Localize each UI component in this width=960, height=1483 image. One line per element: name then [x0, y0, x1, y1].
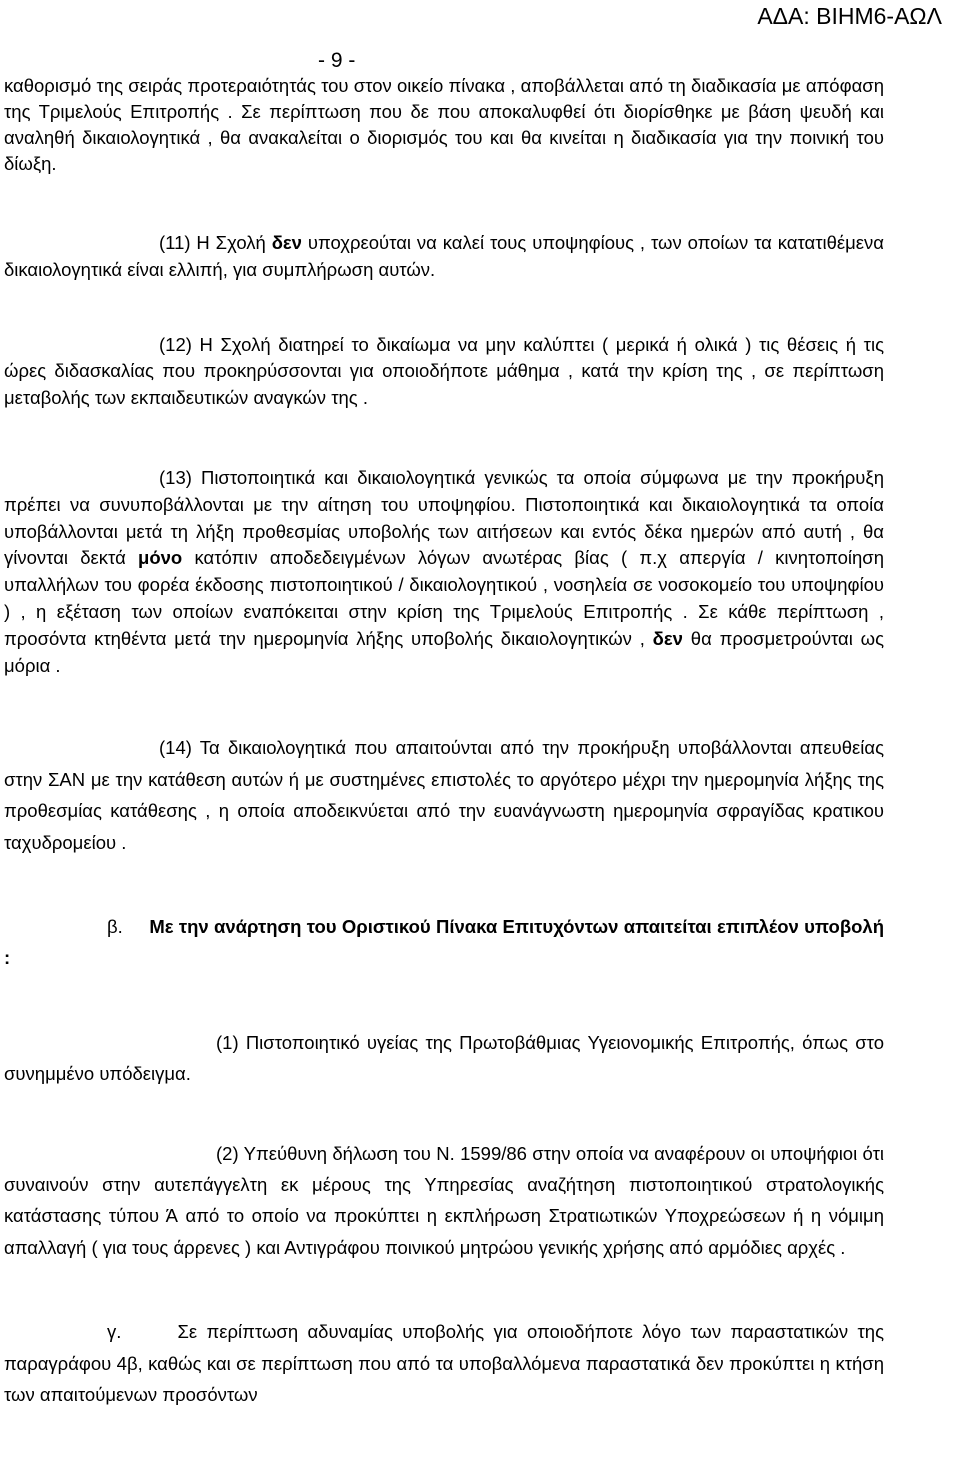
page-number: - 9 - [318, 49, 356, 72]
paragraph-13 [4, 465, 884, 679]
item-b1: (1) Πιστοποιητικό υγείας της Πρωτοβάθμιας Υγειονομικής Επιτροπής, όπως στο συνημμένο υπόδειγμα. [4, 1031, 884, 1085]
paragraph-14: (14) Τα δικαιολογητικά που απαιτούνται από την προκήρυξη υποβάλλονται απευθείας στην ΣΑΝ με την κατάθεση αυτών ή με συστημένες επιστολές το αργότερο μέχρι την ημερομηνία λήξης της προθεσμίας κατάθεσης , η οποία αποδεικνύεται από την ευανάγνωστη ημερομηνία σφραγίδας κρατικου ταχυδρομείου . [4, 737, 884, 853]
section-c [4, 1316, 884, 1410]
ada-code: ΑΔΑ: ΒΙΗΜ6-ΑΩΛ [757, 3, 942, 29]
paragraph-intro: καθορισμό της σειράς προτεραιότητάς του στον οικείο πίνακα , αποβάλλεται από τη διαδικασία με απόφαση της Τριμελούς Επιτροπής . Σε περίπτωση που δε που αποκαλυφθεί ότι διορίσθηκε με βάση ψευδή και αναληθή δικαιολογητικά , θα ανακαλείται ο διορισμός του και θα κινείται η διαδικασία για την ποινική του δίωξη. [4, 75, 884, 174]
document-body [4, 73, 884, 1410]
section-b-heading [4, 911, 884, 974]
p13-part3: θα προσμετρούνται ως μόρια . [4, 627, 884, 676]
paragraph-12: (12) Η Σχολή διατηρεί το δικαίωμα να μην καλύπτει ( μερικά ή ολικά ) τις θέσεις ή τις ώρες διδασκαλίας που προκηρύσσονται για οποιοδήποτε μάθημα , κατά την κρίση της , σε περίπτωση μεταβολής των εκπαιδευτικών αναγκών της . [4, 333, 884, 409]
section-b-heading-text: Με την ανάρτηση του Οριστικού Πίνακα Επιτυχόντων απαιτείται επιπλέον υποβολή : [4, 915, 884, 969]
p13-part1: (13) Πιστοποιητικά και δικαιολογητικά γενικώς τα οποία σύμφωνα με την προκήρυξη πρέπει να συνυποβάλλονται με την αίτηση του υποψηφίου. Πιστοποιητικά και δικαιολογητικά τα οποία υποβάλλονται μετά τη λήξη προθεσμίας υποβολής των αιτήσεων και εντός δέκα ημερών από αυτή , θα γίνονται δεκτά [4, 466, 884, 569]
p11-text-post: υποχρεούται να καλεί τους υποψηφίους , των οποίων τα κατατιθέμενα δικαιολογητικά είναι ελλιπή, για συμπλήρωση αυτών. [4, 232, 884, 280]
section-c-label: γ. [107, 1321, 122, 1343]
p11-bold-den: δεν [271, 232, 302, 253]
section-b-label: β. [107, 915, 123, 937]
p11-text-pre: (11) Η Σχολή [159, 232, 272, 253]
p13-bold-mono: μόνο [138, 547, 183, 569]
section-c-text: Σε περίπτωση αδυναμίας υποβολής για οποιοδήποτε λόγο των παραστατικών της παραγράφου 4β, καθώς και σε περίπτωση που από τα υποβαλλόμενα παραστατικά δεν προκύπτει η κτήση των απαιτούμενων προσόντων [4, 1321, 884, 1406]
p13-part2: κατόπιν αποδεδειγμένων λόγων ανωτέρας βίας ( π.χ απεργία / κινητοποίηση υπαλλήλων του φορέα έκδοσης πιστοποιητικού / δικαιολογητικού , νοσηλεία σε νοσοκομείο του υποψηφίου ) , η εξέταση των οποίων εναπόκειται στην κρίση της Τριμελούς Επιτροπής . Σε κάθε περίπτωση , προσόντα κτηθέντα μετά την ημερομηνία λήξης υποβολής δικαιολογητικών , [4, 547, 884, 649]
paragraph-11 [4, 230, 884, 284]
p13-bold-den: δεν [652, 627, 683, 649]
item-b2: (2) Υπεύθυνη δήλωση του Ν. 1599/86 στην οποία να αναφέρουν οι υποψήφιοι ότι συναινούν στην αυτεπάγγελτη εκ μέρους της Υπηρεσίας αναζήτηση πιστοποιητικού στρατολογικής κατάστασης τύπου Ά από το οποίο να προκύπτει η εκπλήρωση Στρατιωτικών Υποχρεώσεων ή η νόμιμη απαλλαγή ( για τους άρρενες ) και Αντιγράφου ποινικού μητρώου γενικής χρήσης από αρμόδιες αρχές . [4, 1142, 884, 1258]
